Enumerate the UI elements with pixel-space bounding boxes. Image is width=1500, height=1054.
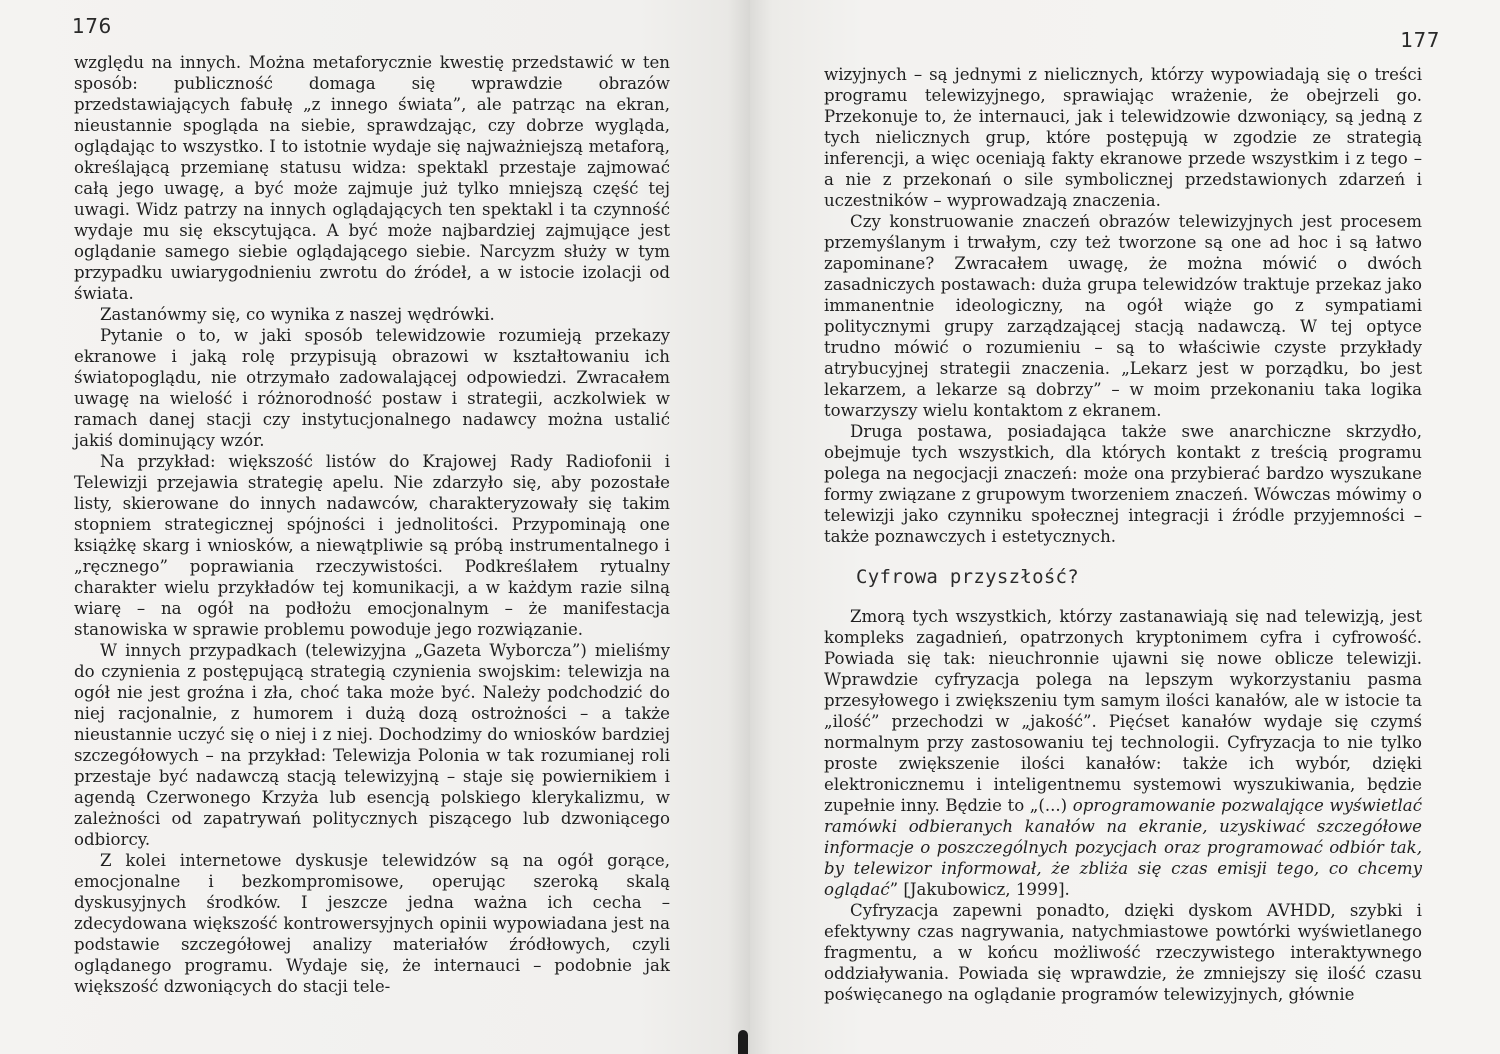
page-number-left: 176 <box>72 14 112 38</box>
paragraph: W innych przypadkach (telewizyjna „Gazeta Wyborcza”) mieliśmy do czynienia z postępującą strategią czynienia swojskim: telewizja na ogół nie jest groźna i zła, choć taka może być. Należy podchodzić do niej racjonalnie, z humorem i dużą dozą ostrożności – a także nieustannie uczyć się o niej i z niej. Dochodzimy do wniosków bardziej szczegółowych – na przykład: Telewizja Polonia w tak rozumianej roli przestaje być nadawczą stacją telewizyjną – staje się powiernikiem i agendą Czerwonego Krzyża lub esencją polskiego klerykalizmu, w zależności od zapatrywań politycznych piszącego lub dzwoniącego odbiorcy. <box>74 641 670 849</box>
citation: ” [Jakubowicz, 1999]. <box>889 880 1070 899</box>
paragraph: Zastanówmy się, co wynika z naszej wędrówki. <box>100 305 495 324</box>
right-page-body-bottom <box>824 606 1422 1005</box>
book-gutter-mark <box>738 1030 748 1054</box>
right-page-body-top <box>824 64 1422 547</box>
paragraph: wizyjnych – są jednymi z nielicznych, którzy wypowiadają się o treści programu telewizyjnego, sprawiając wrażenie, że obejrzeli go. Przekonuje to, że internauci, jak i telewidzowie dzwoniący, są jedną z tych nielicznych grup, które postępują w zgodzie ze strategią inferencji, a więc oceniają fakty ekranowe przede wszystkim i z tego – a nie z przekonań o sile symbolicznej przedstawionych zdarzeń i uczestników – wyprowadzają znaczenia. <box>824 65 1422 210</box>
paragraph: względu na innych. Można metaforycznie kwestię przedstawić w ten sposób: publiczność domaga się wprawdzie obrazów przedstawiających fabułę „z innego świata”, ale patrząc na ekran, nieustannie spogląda na siebie, sprawdzając, czy dobrze wygląda, oglądając to wszystko. I to istotnie wydaje się najważniejszą metaforą, określającą przemianę statusu widza: spektakl przestaje zajmować całą jego uwagę, a być może zajmuje już tylko mniejszą część tej uwagi. Widz patrzy na innych oglądających ten spektakl i ta czynność wydaje mu się ekscytująca. A być może najbardziej zajmujące jest oglądanie samego siebie oglądającego siebie. Narcyzm służy w tym przypadku uwiarygodnieniu zwrotu do źródeł, a w istocie izolacji od świata. <box>74 53 670 303</box>
paragraph: Pytanie o to, w jaki sposób telewidzowie rozumieją przekazy ekranowe i jaką rolę przypisują obrazowi w kształtowaniu ich światopoglądu, nie otrzymało zadowalającej odpowiedzi. Zwracałem uwagę na wielość i różnorodność postaw i strategii, aczkolwiek w ramach danej stacji czy instytucjonalnego nadawcy można ustalić jakiś dominujący wzór. <box>74 326 670 450</box>
paragraph: Na przykład: większość listów do Krajowej Rady Radiofonii i Telewizji przejawia strategię apelu. Nie zdarzyło się, aby pozostałe listy, skierowane do innych nadawców, charakteryzowały się takim stopniem strategicznej spójności i jednolitości. Przypominają one książkę skarg i wniosków, a niewątpliwie są próbą instrumentalnego i „ręcznego” poprawiania rzeczywistości. Podkreślałem rytualny charakter wielu przykładów tej komunikacji, a w każdym razie silną wiarę – na ogół na podłożu emocjonalnym – że manifestacja stanowiska w sprawie problemu powoduje jego rozwiązanie. <box>74 452 670 639</box>
paragraph: Druga postawa, posiadająca także swe anarchiczne skrzydło, obejmuje tych wszystkich, dla których kontakt z treścią programu polega na negocjacji znaczeń: może ona przybierać bardzo wyszukane formy związane z grupowym tworzeniem znaczeń. Wówczas mówimy o telewizji jako czynniku społecznej integracji i źródle przyjemności – także poznawczych i estetycznych. <box>824 422 1422 546</box>
section-heading: Cyfrowa przyszłość? <box>856 566 1080 588</box>
paragraph: Cyfryzacja zapewni ponadto, dzięki dyskom AVHDD, szybki i efektywny czas nagrywania, natychmiastowe powtórki wyświetlanego fragmentu, a w końcu możliwość rzeczywistego interaktywnego oddziaływania. Powiada się wprawdzie, że zmniejszy się ilość czasu poświęcanego na oglądanie programów telewizyjnych, głównie <box>824 901 1422 1004</box>
paragraph: Czy konstruowanie znaczeń obrazów telewizyjnych jest procesem przemyślanym i trwałym, czy też tworzone są one ad hoc i są łatwo zapominane? Zwracałem uwagę, że można mówić o dwóch zasadniczych postawach: duża grupa telewidzów traktuje przekaz jako immanentnie ideologiczny, na ogół wiąże go z sympatiami politycznymi grupy zarządzającej stacją nadawczą. W tej optyce trudno mówić o rozumieniu – są to właściwie czyste przykłady atrybucyjnej strategii znaczenia. „Lekarz jest w porządku, bo jest lekarzem, a lekarze są dobrzy” – w moim przekonaniu taka logika towarzyszy wielu kontaktom z ekranem. <box>824 212 1422 420</box>
page-number-right: 177 <box>1400 28 1440 52</box>
quotation-italic: oprogramowanie pozwalające wyświetlać ramówki odbieranych kanałów na ekranie, uzyskiwać szczegółowe informacje o poszczególnych pozycjach oraz programować odbiór tak, by telewizor informował, że zbliża się czas emisji tego, co chcemy oglądać <box>824 796 1422 899</box>
paragraph: Z kolei internetowe dyskusje telewidzów są na ogół gorące, emocjonalne i bezkompromisowe, operując szeroką skalą dyskusyjnych środków. I jeszcze jedna ważna ich cecha – zdecydowana większość kontrowersyjnych opinii wypowiadana jest na podstawie szczegółowej analizy materiałów źródłowych, czyli oglądanego programu. Wydaje się, że internauci – podobnie jak większość dzwoniących do stacji tele- <box>74 851 670 996</box>
left-page-body <box>74 52 670 997</box>
paragraph-text: Zmorą tych wszystkich, którzy zastanawiają się nad telewizją, jest kompleks zagadnień, opatrzonych kryptonimem cyfra i cyfrowość. Powiada się tak: nieuchronnie ujawni się nowe oblicze telewizji. Wprawdzie cyfryzacja polega na lepszym wykorzystaniu pasma przesyłowego i zwiększeniu tym samym ilości kanałów, ale w istocie ta „ilość” przechodzi w „jakość”. Pięćset kanałów wydaje się czymś normalnym przy zastosowaniu tej technologii. Cyfryzacja to nie tylko proste zwiększenie ilości kanałów: także ich wybór, dzięki elektronicznemu i inteligentnemu systemowi wyszukiwania, będzie zupełnie inny. Będzie to „(...) <box>824 607 1422 815</box>
paragraph <box>824 606 1422 900</box>
right-page <box>750 0 1500 1054</box>
